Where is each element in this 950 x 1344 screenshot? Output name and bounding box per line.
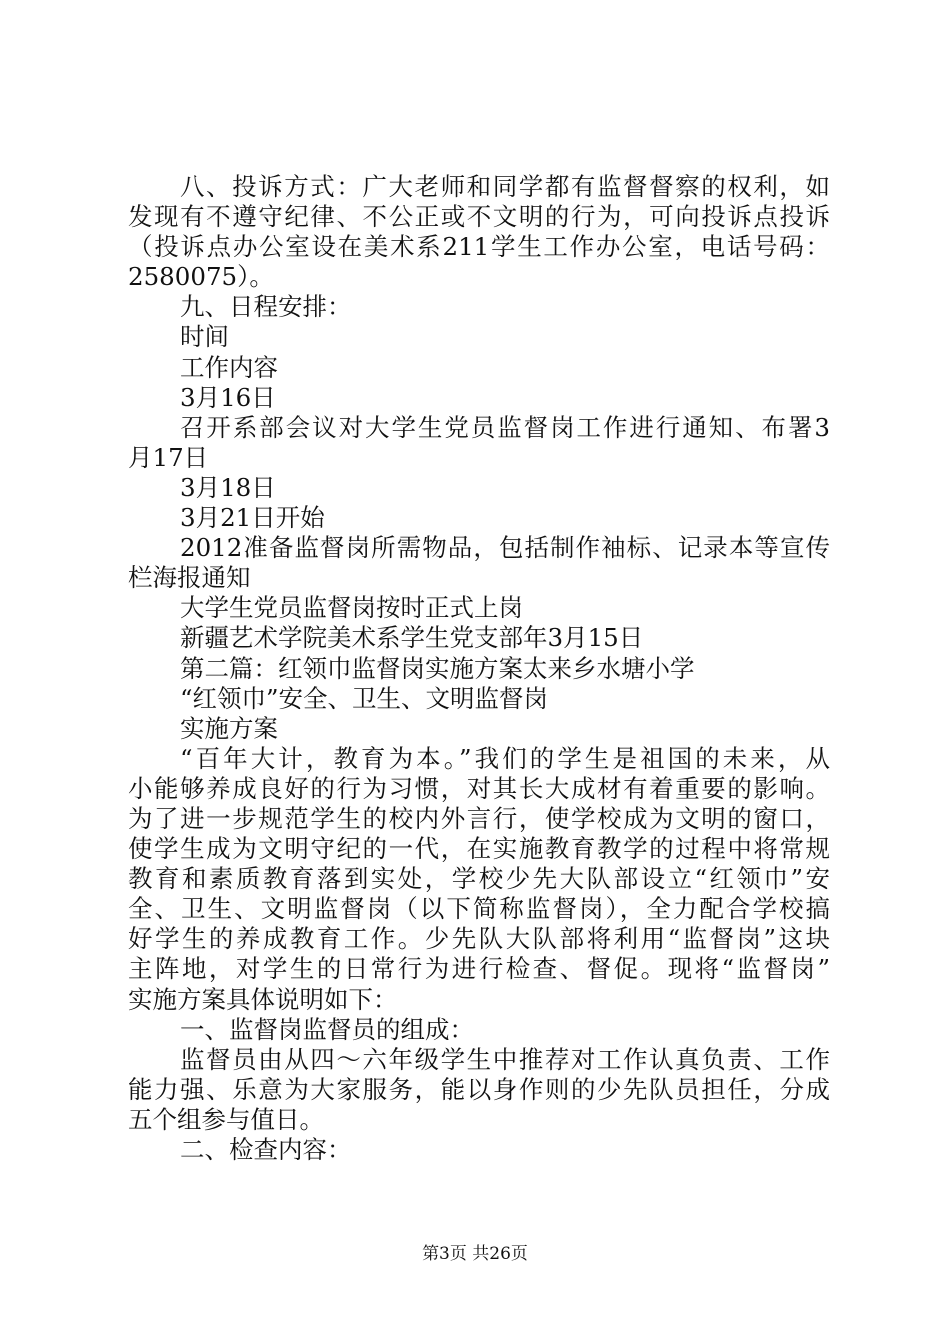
text-line: 全、卫生、文明监督岗（以下简称监督岗），全力配合学校搞 — [128, 894, 830, 924]
text-line: 栏海报通知 — [128, 563, 251, 593]
text-line: 小能够养成良好的行为习惯，对其长大成材有着重要的影响。 — [128, 773, 830, 803]
text-line: 实施方案具体说明如下： — [128, 984, 398, 1014]
text-line: 实施方案 — [180, 713, 278, 743]
text-line: 月17日 — [128, 442, 209, 472]
text-line: 好学生的养成教育工作。少先队大队部将利用“监督岗”这块 — [128, 924, 830, 954]
text-line: 2580075）。 — [128, 262, 274, 292]
text-line: 为了进一步规范学生的校内外言行，使学校成为文明的窗口， — [128, 803, 830, 833]
text-line: （投诉点办公室设在美术系211学生工作办公室，电话号码： — [128, 232, 830, 262]
document-body — [128, 172, 830, 1165]
text-line: 发现有不遵守纪律、不公正或不文明的行为，可向投诉点投诉 — [128, 202, 830, 232]
text-line: 3月16日 — [180, 382, 276, 412]
text-line: 新疆艺术学院美术系学生党支部年3月15日 — [180, 623, 644, 653]
text-line: 五个组参与值日。 — [128, 1104, 324, 1134]
text-line: 3月18日 — [180, 472, 276, 502]
text-line: 监督员由从四～六年级学生中推荐对工作认真负责、工作 — [180, 1044, 830, 1074]
text-line: 大学生党员监督岗按时正式上岗 — [180, 593, 523, 623]
text-line: 二、检查内容： — [180, 1135, 352, 1164]
text-line: 工作内容 — [180, 352, 278, 382]
text-line: 使学生成为文明守纪的一代，在实施教育教学的过程中将常规 — [128, 834, 830, 864]
text-line: 教育和素质教育落到实处，学校少先大队部设立“红领巾”安 — [128, 864, 830, 894]
text-line: 一、监督岗监督员的组成： — [180, 1014, 474, 1044]
text-line: 3月21日开始 — [180, 503, 325, 533]
text-line: 2012准备监督岗所需物品，包括制作袖标、记录本等宣传 — [180, 533, 830, 563]
text-line: “红领巾”安全、卫生、文明监督岗 — [180, 683, 549, 713]
text-line: 八、投诉方式：广大老师和同学都有监督督察的权利，如 — [180, 172, 830, 201]
text-line: 召开系部会议对大学生党员监督岗工作进行通知、布署3 — [180, 412, 830, 442]
text-line: 主阵地，对学生的日常行为进行检查、督促。现将“监督岗” — [128, 954, 830, 984]
text-line: 时间 — [180, 322, 229, 352]
text-line: 第二篇：红领巾监督岗实施方案太来乡水塘小学 — [180, 653, 695, 683]
text-line: 能力强、乐意为大家服务，能以身作则的少先队员担任，分成 — [128, 1074, 830, 1104]
text-line: 九、日程安排： — [180, 292, 352, 322]
text-line: “百年大计，教育为本。”我们的学生是祖国的未来，从 — [180, 743, 830, 773]
page-footer: 第3页 共26页 — [422, 1244, 528, 1264]
